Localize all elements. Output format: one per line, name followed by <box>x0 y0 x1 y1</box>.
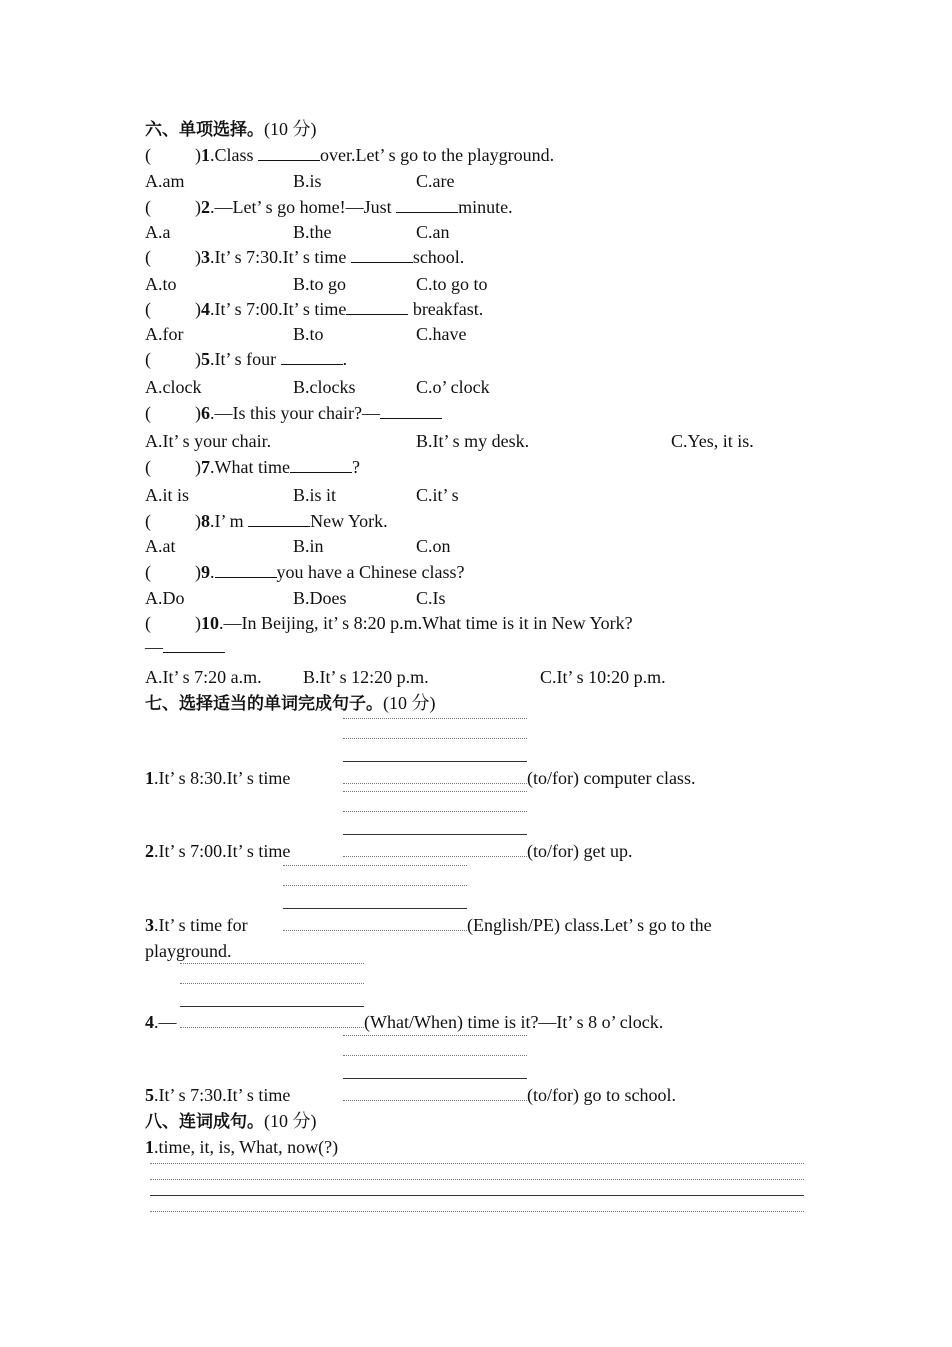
sentence-row <box>145 767 695 789</box>
question-text-post: minute. <box>458 197 513 217</box>
sentence-row <box>145 840 632 862</box>
question-row <box>145 612 633 634</box>
question-text-post: breakfast. <box>408 299 484 319</box>
question-text-pre: .I’ m <box>210 511 249 531</box>
sentence-lead <box>145 767 343 789</box>
answer-paren-open: ( <box>145 145 151 165</box>
question-text-pre: .What time <box>210 457 290 477</box>
option-a: A.clock <box>145 377 202 397</box>
sentence-row <box>145 1011 663 1033</box>
item-number: 5 <box>145 1085 154 1105</box>
answer-paren-close: ) <box>195 299 201 319</box>
writing-base-line <box>180 1006 364 1007</box>
option-c: C.have <box>416 324 467 344</box>
option-c: C.Yes, it is. <box>671 431 754 451</box>
sentence-continuation: playground. <box>145 941 232 961</box>
sentence-pre: .It’ s 7:00.It’ s time <box>154 841 291 861</box>
question-text-pre: .It’ s 7:30.It’ s time <box>210 247 351 267</box>
question-text-pre: .—Let’ s go home!—Just <box>210 197 397 217</box>
sentence-pre: .It’ s time for <box>154 915 248 935</box>
sentence-row <box>145 914 712 936</box>
section6-score: (10 分) <box>264 119 317 139</box>
option-b: B.It’ s my desk. <box>416 431 530 451</box>
option-a: A.it is <box>145 485 190 505</box>
answer-paren-close: ) <box>195 562 201 582</box>
answer-paren-close: ) <box>195 145 201 165</box>
question-text-post: you have a Chinese class? <box>276 562 465 582</box>
sentence-lead <box>145 1084 343 1106</box>
writing-guide-line <box>343 1035 527 1036</box>
sentence-pre: .— <box>154 1012 177 1032</box>
writing-base-line <box>343 761 527 762</box>
sentence-lead <box>145 840 343 862</box>
question-text-post: New York. <box>310 511 388 531</box>
question-number: 2 <box>201 197 210 217</box>
answer-paren-close: ) <box>195 349 201 369</box>
question-number: 3 <box>201 247 210 267</box>
answer-paren-close: ) <box>195 197 201 217</box>
item-number: 3 <box>145 915 154 935</box>
section6-heading: 六、单项选择。 <box>145 120 264 140</box>
option-a: A.a <box>145 222 171 242</box>
writing-guide-line <box>150 1179 804 1180</box>
question-text-pre: .—Is this your chair?— <box>210 403 380 423</box>
question-text-pre: . <box>210 562 215 582</box>
question-text-pre: .It’ s 7:00.It’ s time <box>210 299 347 319</box>
writing-guide-line <box>283 865 467 866</box>
writing-guide-line <box>343 718 527 719</box>
question-text-post: over.Let’ s go to the playground. <box>320 145 555 165</box>
fill-blank[interactable] <box>351 246 413 263</box>
fill-blank[interactable] <box>215 561 277 578</box>
answer-line[interactable] <box>343 769 527 784</box>
sentence-post: (English/PE) class.Let’ s go to the <box>467 915 712 935</box>
option-b: B.to <box>293 324 324 344</box>
fill-blank[interactable] <box>248 510 310 527</box>
item-text: .time, it, is, What, now(?) <box>154 1137 339 1157</box>
section8-score: (10 分) <box>264 1111 317 1131</box>
question-number: 8 <box>201 511 210 531</box>
sentence-pre: .It’ s 8:30.It’ s time <box>154 768 291 788</box>
section8-title <box>145 1110 317 1133</box>
option-b: B.is <box>293 171 322 191</box>
answer-paren-close: ) <box>195 403 201 423</box>
sentence-row <box>145 1084 676 1106</box>
dash: — <box>145 637 163 657</box>
option-a: A.at <box>145 536 176 556</box>
question-text-pre: .Class <box>210 145 259 165</box>
question-number: 4 <box>201 299 210 319</box>
question-text-pre: .It’ s four <box>210 349 281 369</box>
sentence-lead <box>145 914 283 936</box>
option-a: A.am <box>145 171 185 191</box>
sentence-post: (to/for) get up. <box>527 841 633 861</box>
answer-line[interactable] <box>283 916 467 931</box>
question-row <box>145 402 442 424</box>
option-a: A.for <box>145 324 184 344</box>
option-b: B.It’ s 12:20 p.m. <box>303 667 429 687</box>
question-row <box>145 561 464 583</box>
question-number: 1 <box>201 145 210 165</box>
writing-guide-line <box>343 738 527 739</box>
answer-paren-open: ( <box>145 562 151 582</box>
sentence-post: (to/for) go to school. <box>527 1085 676 1105</box>
answer-paren-close: ) <box>195 457 201 477</box>
answer-paren-open: ( <box>145 403 151 423</box>
question-row <box>145 144 554 166</box>
option-b: B.Does <box>293 588 347 608</box>
writing-guide-line <box>283 885 467 886</box>
section8-heading: 八、连词成句。 <box>145 1112 264 1132</box>
option-b: B.is it <box>293 485 337 505</box>
writing-base-line <box>283 908 467 909</box>
option-c: C.on <box>416 536 451 556</box>
option-c: C.to go to <box>416 274 488 294</box>
writing-guide-line <box>343 791 527 792</box>
fill-blank[interactable] <box>396 196 458 213</box>
option-c: C.it’ s <box>416 485 459 505</box>
writing-guide-line <box>150 1163 804 1164</box>
answer-paren-open: ( <box>145 457 151 477</box>
option-a: A.Do <box>145 588 185 608</box>
sentence-pre: .It’ s 7:30.It’ s time <box>154 1085 291 1105</box>
question-number: 7 <box>201 457 210 477</box>
section7-heading: 七、选择适当的单词完成句子。 <box>145 694 383 714</box>
question-text-pre: .—In Beijing, it’ s 8:20 p.m.What time is it in New York? <box>219 613 633 633</box>
answer-paren-open: ( <box>145 349 151 369</box>
sentence-lead <box>145 1011 180 1033</box>
answer-dash-row <box>145 636 225 658</box>
answer-paren-open: ( <box>145 197 151 217</box>
question-number: 6 <box>201 403 210 423</box>
option-a: A.It’ s 7:20 a.m. <box>145 667 262 687</box>
fill-blank[interactable] <box>346 298 408 315</box>
answer-paren-open: ( <box>145 511 151 531</box>
question-text-post: . <box>342 349 348 369</box>
fill-blank[interactable] <box>163 636 225 653</box>
question-number: 5 <box>201 349 210 369</box>
option-c: C.It’ s 10:20 p.m. <box>540 667 666 687</box>
writing-guide-line <box>343 1055 527 1056</box>
item-number: 4 <box>145 1012 154 1032</box>
sentence-post: (What/When) time is it?—It’ s 8 o’ clock. <box>364 1012 664 1032</box>
item-number: 2 <box>145 841 154 861</box>
option-c: C.o’ clock <box>416 377 490 397</box>
question-row <box>145 246 464 268</box>
question-row <box>145 348 347 370</box>
question-row <box>145 456 360 478</box>
writing-guide-line <box>150 1211 804 1212</box>
option-a: A.to <box>145 274 177 294</box>
fill-blank[interactable] <box>258 144 320 161</box>
question-row <box>145 196 513 218</box>
option-b: B.to go <box>293 274 347 294</box>
item-number: 1 <box>145 1137 154 1157</box>
section7-title <box>145 692 436 715</box>
option-b: B.clocks <box>293 377 356 397</box>
writing-guide-line <box>180 963 364 964</box>
answer-paren-open: ( <box>145 613 151 633</box>
section8-item <box>145 1136 338 1158</box>
writing-base-line[interactable] <box>150 1195 804 1196</box>
question-text-post: school. <box>412 247 465 267</box>
option-c: C.are <box>416 171 455 191</box>
option-c: C.an <box>416 222 450 242</box>
question-row <box>145 298 483 320</box>
writing-guide-line <box>180 983 364 984</box>
option-b: B.in <box>293 536 324 556</box>
section7-score: (10 分) <box>383 693 436 713</box>
option-a: A.It’ s your chair. <box>145 431 272 451</box>
answer-paren-close: ) <box>195 511 201 531</box>
section6-title <box>145 118 317 141</box>
fill-blank[interactable] <box>380 402 442 419</box>
option-b: B.the <box>293 222 332 242</box>
fill-blank[interactable] <box>290 456 352 473</box>
fill-blank[interactable] <box>281 348 343 365</box>
writing-base-line <box>343 834 527 835</box>
answer-paren-close: ) <box>195 613 201 633</box>
answer-line[interactable] <box>343 842 527 857</box>
answer-paren-open: ( <box>145 247 151 267</box>
answer-line[interactable] <box>343 1086 527 1101</box>
writing-guide-line <box>343 811 527 812</box>
writing-base-line <box>343 1078 527 1079</box>
question-number: 10 <box>201 613 219 633</box>
sentence-post: (to/for) computer class. <box>527 768 696 788</box>
question-number: 9 <box>201 562 210 582</box>
answer-line[interactable] <box>180 1013 364 1028</box>
answer-paren-close: ) <box>195 247 201 267</box>
item-number: 1 <box>145 768 154 788</box>
question-row <box>145 510 388 532</box>
option-c: C.Is <box>416 588 446 608</box>
question-text-post: ? <box>351 457 360 477</box>
answer-paren-open: ( <box>145 299 151 319</box>
